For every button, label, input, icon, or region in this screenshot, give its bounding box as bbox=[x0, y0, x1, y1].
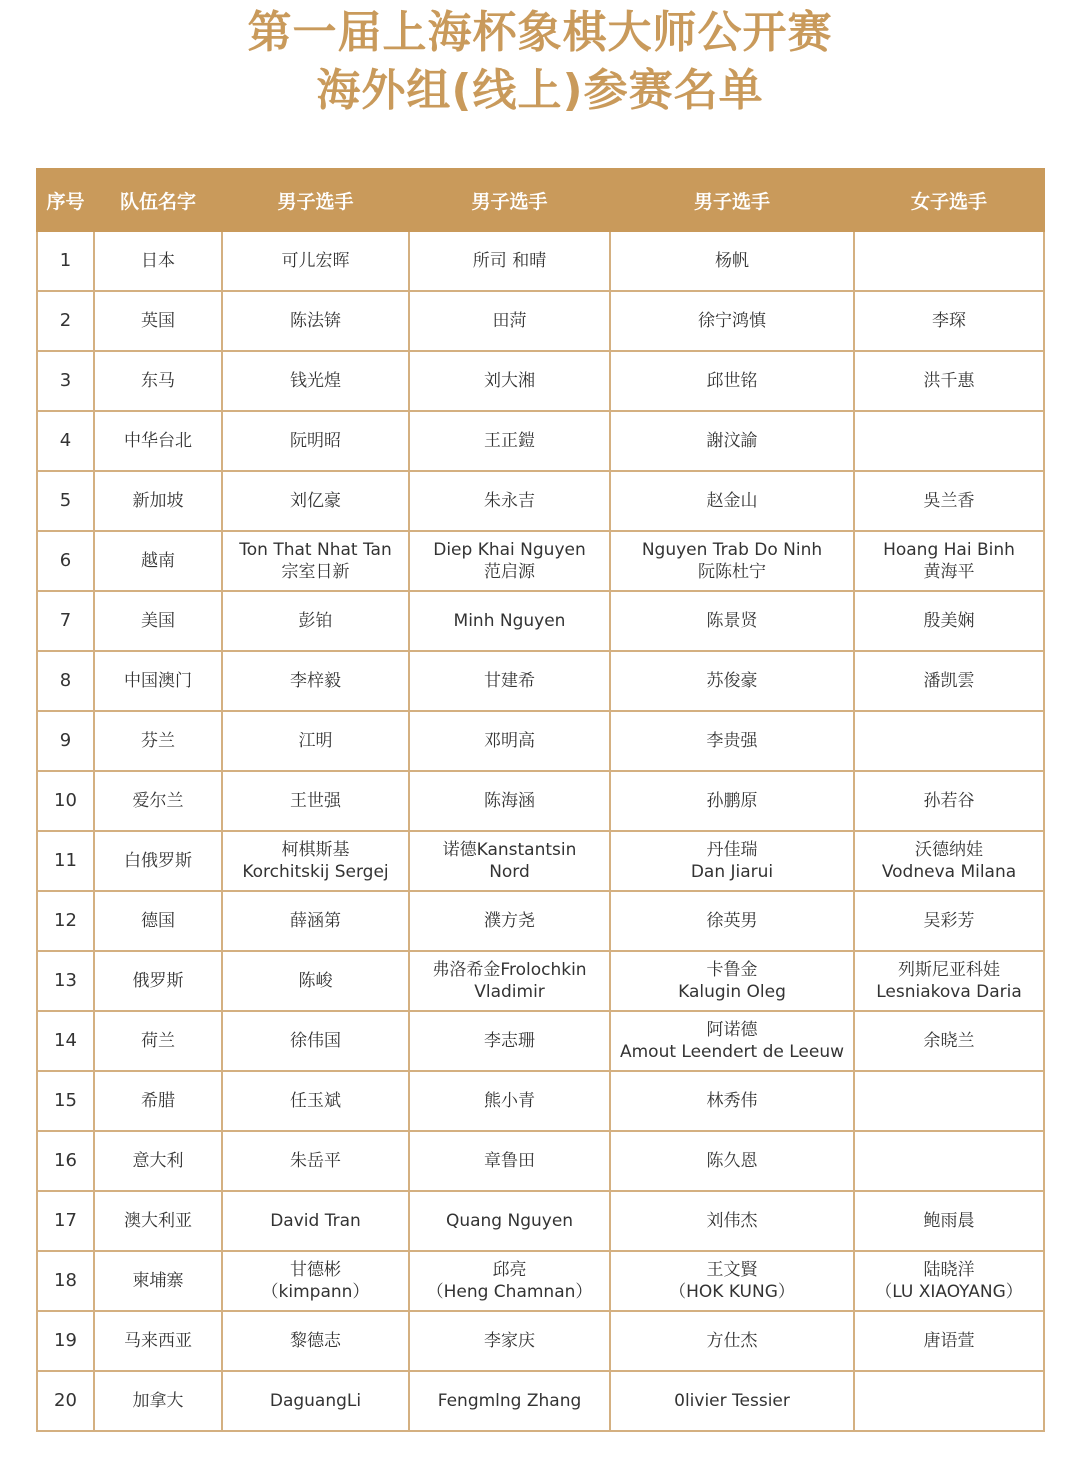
player-name-line: （LU XIAOYANG） bbox=[875, 1282, 1023, 1302]
player-name-line: 徐宁鸿慎 bbox=[698, 311, 766, 331]
table-row bbox=[37, 591, 1044, 651]
cell-male-player-3 bbox=[610, 771, 854, 831]
table-row bbox=[37, 471, 1044, 531]
cell-male-player-3 bbox=[610, 411, 854, 471]
cell-team: 希腊 bbox=[94, 1071, 222, 1131]
player-name-line: 钱光煌 bbox=[290, 371, 341, 391]
player-name-line: 孙鹏原 bbox=[706, 791, 758, 811]
title-line-1: 第一届上海杯象棋大师公开赛 bbox=[247, 7, 833, 58]
player-name-line: 潘凯雲 bbox=[923, 671, 975, 691]
document-title bbox=[0, 4, 1080, 120]
header-male-player-1: 男子选手 bbox=[222, 169, 409, 231]
cell-male-player-1 bbox=[222, 1371, 409, 1431]
cell-female-player bbox=[854, 291, 1044, 351]
player-name-line: 李家庆 bbox=[484, 1331, 535, 1351]
cell-female-player bbox=[854, 411, 1044, 471]
table-body bbox=[37, 231, 1044, 1431]
player-name-line: 陈峻 bbox=[298, 971, 333, 991]
player-name-line: 赵金山 bbox=[706, 491, 758, 511]
player-name-line: 薛涵第 bbox=[290, 911, 341, 931]
cell-male-player-1 bbox=[222, 471, 409, 531]
cell-male-player-1 bbox=[222, 1251, 409, 1311]
cell-male-player-2 bbox=[409, 1191, 610, 1251]
cell-female-player bbox=[854, 351, 1044, 411]
table-row bbox=[37, 831, 1044, 891]
player-name-line: 熊小青 bbox=[484, 1091, 535, 1111]
cell-male-player-1 bbox=[222, 711, 409, 771]
cell-male-player-3 bbox=[610, 1071, 854, 1131]
cell-male-player-2 bbox=[409, 711, 610, 771]
cell-number: 10 bbox=[37, 771, 94, 831]
player-name-line: 所司 和晴 bbox=[472, 251, 547, 271]
cell-male-player-3 bbox=[610, 1371, 854, 1431]
player-name-line: 謝汶諭 bbox=[706, 431, 758, 451]
table-row bbox=[37, 351, 1044, 411]
cell-male-player-2 bbox=[409, 291, 610, 351]
player-name-line: 阮明昭 bbox=[290, 431, 341, 451]
cell-female-player bbox=[854, 711, 1044, 771]
cell-male-player-2 bbox=[409, 1311, 610, 1371]
player-name-line: 殷美娴 bbox=[923, 611, 975, 631]
cell-team: 意大利 bbox=[94, 1131, 222, 1191]
cell-team: 爱尔兰 bbox=[94, 771, 222, 831]
cell-male-player-2 bbox=[409, 1011, 610, 1071]
cell-male-player-3 bbox=[610, 951, 854, 1011]
cell-male-player-3 bbox=[610, 651, 854, 711]
cell-male-player-3 bbox=[610, 231, 854, 291]
player-name-line: 徐英男 bbox=[706, 911, 758, 931]
cell-female-player bbox=[854, 771, 1044, 831]
player-name-line: 江明 bbox=[298, 731, 333, 751]
cell-male-player-2 bbox=[409, 591, 610, 651]
cell-number: 20 bbox=[37, 1371, 94, 1431]
table-row bbox=[37, 1071, 1044, 1131]
cell-male-player-3 bbox=[610, 1191, 854, 1251]
player-name-line: Nguyen Trab Do Ninh bbox=[641, 540, 823, 560]
cell-female-player bbox=[854, 1311, 1044, 1371]
cell-male-player-2 bbox=[409, 351, 610, 411]
player-name-line: 陈久恩 bbox=[706, 1151, 758, 1171]
cell-team: 荷兰 bbox=[94, 1011, 222, 1071]
cell-number: 8 bbox=[37, 651, 94, 711]
player-name-line: （kimpann） bbox=[261, 1282, 370, 1302]
player-name-line: 可儿宏晖 bbox=[281, 251, 350, 271]
player-name-line: Lesniakova Daria bbox=[876, 982, 1022, 1002]
cell-male-player-1 bbox=[222, 1311, 409, 1371]
cell-female-player bbox=[854, 1071, 1044, 1131]
cell-team: 英国 bbox=[94, 291, 222, 351]
header-team: 队伍名字 bbox=[94, 169, 222, 231]
cell-team: 东马 bbox=[94, 351, 222, 411]
cell-female-player bbox=[854, 1191, 1044, 1251]
table-row bbox=[37, 531, 1044, 591]
player-name-line: 朱岳平 bbox=[290, 1151, 341, 1171]
header-female-player: 女子选手 bbox=[854, 169, 1044, 231]
player-name-line: 徐伟国 bbox=[290, 1031, 341, 1051]
player-name-line: 陈景贤 bbox=[706, 611, 758, 631]
cell-number: 3 bbox=[37, 351, 94, 411]
cell-team: 日本 bbox=[94, 231, 222, 291]
cell-male-player-1 bbox=[222, 231, 409, 291]
player-name-line: 李志珊 bbox=[484, 1031, 535, 1051]
player-name-line: 阿诺德 bbox=[706, 1020, 758, 1040]
player-name-line: 宗室日新 bbox=[281, 562, 350, 582]
cell-team: 澳大利亚 bbox=[94, 1191, 222, 1251]
player-name-line: （HOK KUNG） bbox=[669, 1282, 795, 1302]
player-name-line: 弗洛希金Frolochkin bbox=[432, 960, 587, 980]
player-name-line: 任玉斌 bbox=[290, 1091, 341, 1111]
player-name-line: Fengmlng Zhang bbox=[437, 1391, 582, 1411]
player-name-line: Kalugin Oleg bbox=[678, 982, 786, 1002]
cell-male-player-3 bbox=[610, 711, 854, 771]
player-name-line: 黎德志 bbox=[290, 1331, 341, 1351]
table-row bbox=[37, 651, 1044, 711]
player-name-line: 彭铂 bbox=[298, 611, 333, 631]
cell-team: 马来西亚 bbox=[94, 1311, 222, 1371]
cell-male-player-3 bbox=[610, 1011, 854, 1071]
table-row bbox=[37, 411, 1044, 471]
cell-male-player-2 bbox=[409, 411, 610, 471]
cell-male-player-3 bbox=[610, 891, 854, 951]
player-name-line: Vodneva Milana bbox=[881, 862, 1017, 882]
table-row bbox=[37, 291, 1044, 351]
player-name-line: 刘亿豪 bbox=[290, 491, 341, 511]
player-name-line: Ton That Nhat Tan bbox=[239, 540, 392, 560]
table-row bbox=[37, 951, 1044, 1011]
player-name-line: Korchitskij Sergej bbox=[242, 862, 389, 882]
player-name-line: 陈海涵 bbox=[484, 791, 535, 811]
player-name-line: 0livier Tessier bbox=[674, 1391, 790, 1411]
cell-female-player bbox=[854, 651, 1044, 711]
roster-table bbox=[36, 168, 1045, 1432]
cell-number: 18 bbox=[37, 1251, 94, 1311]
cell-team: 芬兰 bbox=[94, 711, 222, 771]
cell-male-player-1 bbox=[222, 1131, 409, 1191]
cell-female-player bbox=[854, 531, 1044, 591]
cell-male-player-3 bbox=[610, 591, 854, 651]
cell-male-player-2 bbox=[409, 1371, 610, 1431]
player-name-line: 余晓兰 bbox=[923, 1031, 975, 1051]
player-name-line: DaguangLi bbox=[269, 1391, 362, 1411]
cell-male-player-1 bbox=[222, 591, 409, 651]
table-row bbox=[37, 1011, 1044, 1071]
cell-male-player-1 bbox=[222, 951, 409, 1011]
player-name-line: Quang Nguyen bbox=[445, 1211, 574, 1231]
player-name-line: 邱世铭 bbox=[706, 371, 758, 391]
player-name-line: 王文賢 bbox=[706, 1260, 758, 1280]
player-name-line: 柯棋斯基 bbox=[281, 840, 350, 860]
cell-male-player-2 bbox=[409, 831, 610, 891]
table-header-row bbox=[37, 169, 1044, 231]
player-name-line: Vladimir bbox=[474, 982, 545, 1002]
player-name-line: 甘建希 bbox=[484, 671, 535, 691]
player-name-line: 鲍雨晨 bbox=[923, 1211, 975, 1231]
cell-female-player bbox=[854, 591, 1044, 651]
player-name-line: 范启源 bbox=[484, 562, 535, 582]
cell-number: 2 bbox=[37, 291, 94, 351]
cell-number: 1 bbox=[37, 231, 94, 291]
cell-male-player-3 bbox=[610, 1131, 854, 1191]
player-name-line: 苏俊豪 bbox=[706, 671, 758, 691]
player-name-line: 陆晓洋 bbox=[923, 1260, 975, 1280]
player-name-line: 濮方尧 bbox=[484, 911, 535, 931]
player-name-line: 洪千惠 bbox=[923, 371, 975, 391]
player-name-line: （Heng Chamnan） bbox=[426, 1282, 593, 1302]
table-row bbox=[37, 1131, 1044, 1191]
cell-male-player-2 bbox=[409, 771, 610, 831]
cell-male-player-2 bbox=[409, 231, 610, 291]
player-name-line: 邱亮 bbox=[492, 1260, 527, 1280]
player-name-line: 陈法锛 bbox=[290, 311, 341, 331]
cell-team: 中国澳门 bbox=[94, 651, 222, 711]
player-name-line: 卡鲁金 bbox=[706, 960, 758, 980]
cell-female-player bbox=[854, 1371, 1044, 1431]
cell-team: 白俄罗斯 bbox=[94, 831, 222, 891]
cell-male-player-2 bbox=[409, 651, 610, 711]
player-name-line: 李梓毅 bbox=[290, 671, 341, 691]
cell-team: 中华台北 bbox=[94, 411, 222, 471]
player-name-line: 方仕杰 bbox=[706, 1331, 758, 1351]
player-name-line: 朱永吉 bbox=[484, 491, 535, 511]
player-name-line: Minh Nguyen bbox=[453, 611, 566, 631]
cell-number: 12 bbox=[37, 891, 94, 951]
cell-male-player-2 bbox=[409, 1071, 610, 1131]
player-name-line: Hoang Hai Binh bbox=[883, 540, 1015, 560]
player-name-line: 诺德Kanstantsin bbox=[442, 840, 577, 860]
player-name-line: Diep Khai Nguyen bbox=[433, 540, 586, 560]
player-name-line: 沃德纳娃 bbox=[915, 840, 983, 860]
player-name-line: 黄海平 bbox=[923, 562, 975, 582]
player-name-line: 李贵强 bbox=[706, 731, 758, 751]
cell-male-player-1 bbox=[222, 531, 409, 591]
cell-female-player bbox=[854, 1251, 1044, 1311]
player-name-line: 甘德彬 bbox=[290, 1260, 341, 1280]
cell-team: 俄罗斯 bbox=[94, 951, 222, 1011]
cell-number: 6 bbox=[37, 531, 94, 591]
cell-team: 柬埔寨 bbox=[94, 1251, 222, 1311]
cell-number: 11 bbox=[37, 831, 94, 891]
cell-male-player-2 bbox=[409, 1131, 610, 1191]
header-male-player-3: 男子选手 bbox=[610, 169, 854, 231]
cell-number: 13 bbox=[37, 951, 94, 1011]
cell-male-player-1 bbox=[222, 651, 409, 711]
player-name-line: Amout Leendert de Leeuw bbox=[619, 1042, 845, 1062]
cell-number: 15 bbox=[37, 1071, 94, 1131]
cell-female-player bbox=[854, 891, 1044, 951]
player-name-line: 唐语萱 bbox=[923, 1331, 975, 1351]
cell-male-player-1 bbox=[222, 1011, 409, 1071]
player-name-line: 列斯尼亚科娃 bbox=[898, 960, 1000, 980]
cell-number: 16 bbox=[37, 1131, 94, 1191]
cell-female-player bbox=[854, 831, 1044, 891]
title-line-2: 海外组(线上)参赛名单 bbox=[316, 65, 764, 116]
cell-male-player-1 bbox=[222, 771, 409, 831]
header-number: 序号 bbox=[37, 169, 94, 231]
table-row bbox=[37, 711, 1044, 771]
player-name-line: 刘伟杰 bbox=[706, 1211, 758, 1231]
cell-male-player-1 bbox=[222, 891, 409, 951]
cell-number: 5 bbox=[37, 471, 94, 531]
cell-number: 17 bbox=[37, 1191, 94, 1251]
cell-female-player bbox=[854, 231, 1044, 291]
cell-male-player-3 bbox=[610, 1311, 854, 1371]
player-name-line: 杨帆 bbox=[715, 251, 749, 271]
player-name-line: 刘大湘 bbox=[484, 371, 535, 391]
player-name-line: Nord bbox=[489, 862, 530, 882]
table-row bbox=[37, 1191, 1044, 1251]
table-row bbox=[37, 1251, 1044, 1311]
cell-number: 9 bbox=[37, 711, 94, 771]
cell-male-player-1 bbox=[222, 351, 409, 411]
player-name-line: 丹佳瑞 bbox=[706, 840, 758, 860]
cell-number: 14 bbox=[37, 1011, 94, 1071]
cell-female-player bbox=[854, 951, 1044, 1011]
table-row bbox=[37, 891, 1044, 951]
cell-male-player-2 bbox=[409, 1251, 610, 1311]
table-row bbox=[37, 1311, 1044, 1371]
cell-male-player-2 bbox=[409, 891, 610, 951]
cell-male-player-3 bbox=[610, 351, 854, 411]
player-name-line: 田菏 bbox=[492, 311, 527, 331]
cell-male-player-2 bbox=[409, 531, 610, 591]
cell-female-player bbox=[854, 1011, 1044, 1071]
player-name-line: 阮陈杜宁 bbox=[698, 562, 766, 582]
cell-team: 新加坡 bbox=[94, 471, 222, 531]
cell-male-player-1 bbox=[222, 831, 409, 891]
player-name-line: David Tran bbox=[270, 1211, 361, 1231]
table-row bbox=[37, 771, 1044, 831]
player-name-line: 吳兰香 bbox=[923, 491, 975, 511]
cell-male-player-3 bbox=[610, 471, 854, 531]
player-name-line: 王正鎧 bbox=[484, 431, 535, 451]
player-name-line: 章鲁田 bbox=[484, 1151, 535, 1171]
cell-male-player-3 bbox=[610, 531, 854, 591]
cell-female-player bbox=[854, 1131, 1044, 1191]
cell-male-player-3 bbox=[610, 1251, 854, 1311]
cell-male-player-1 bbox=[222, 411, 409, 471]
cell-female-player bbox=[854, 471, 1044, 531]
player-name-line: 林秀伟 bbox=[706, 1091, 758, 1111]
cell-team: 加拿大 bbox=[94, 1371, 222, 1431]
player-name-line: 吴彩芳 bbox=[923, 911, 975, 931]
cell-male-player-1 bbox=[222, 1191, 409, 1251]
header-male-player-2: 男子选手 bbox=[409, 169, 610, 231]
table-row bbox=[37, 1371, 1044, 1431]
cell-male-player-3 bbox=[610, 291, 854, 351]
cell-male-player-2 bbox=[409, 471, 610, 531]
cell-number: 7 bbox=[37, 591, 94, 651]
cell-team: 德国 bbox=[94, 891, 222, 951]
player-name-line: Dan Jiarui bbox=[690, 862, 774, 882]
player-name-line: 孙若谷 bbox=[923, 791, 975, 811]
cell-male-player-2 bbox=[409, 951, 610, 1011]
cell-male-player-1 bbox=[222, 1071, 409, 1131]
cell-number: 4 bbox=[37, 411, 94, 471]
cell-number: 19 bbox=[37, 1311, 94, 1371]
cell-male-player-1 bbox=[222, 291, 409, 351]
player-name-line: 李琛 bbox=[932, 311, 966, 331]
player-name-line: 王世强 bbox=[290, 791, 341, 811]
cell-team: 越南 bbox=[94, 531, 222, 591]
player-name-line: 邓明高 bbox=[484, 731, 535, 751]
table-row bbox=[37, 231, 1044, 291]
cell-team: 美国 bbox=[94, 591, 222, 651]
cell-male-player-3 bbox=[610, 831, 854, 891]
